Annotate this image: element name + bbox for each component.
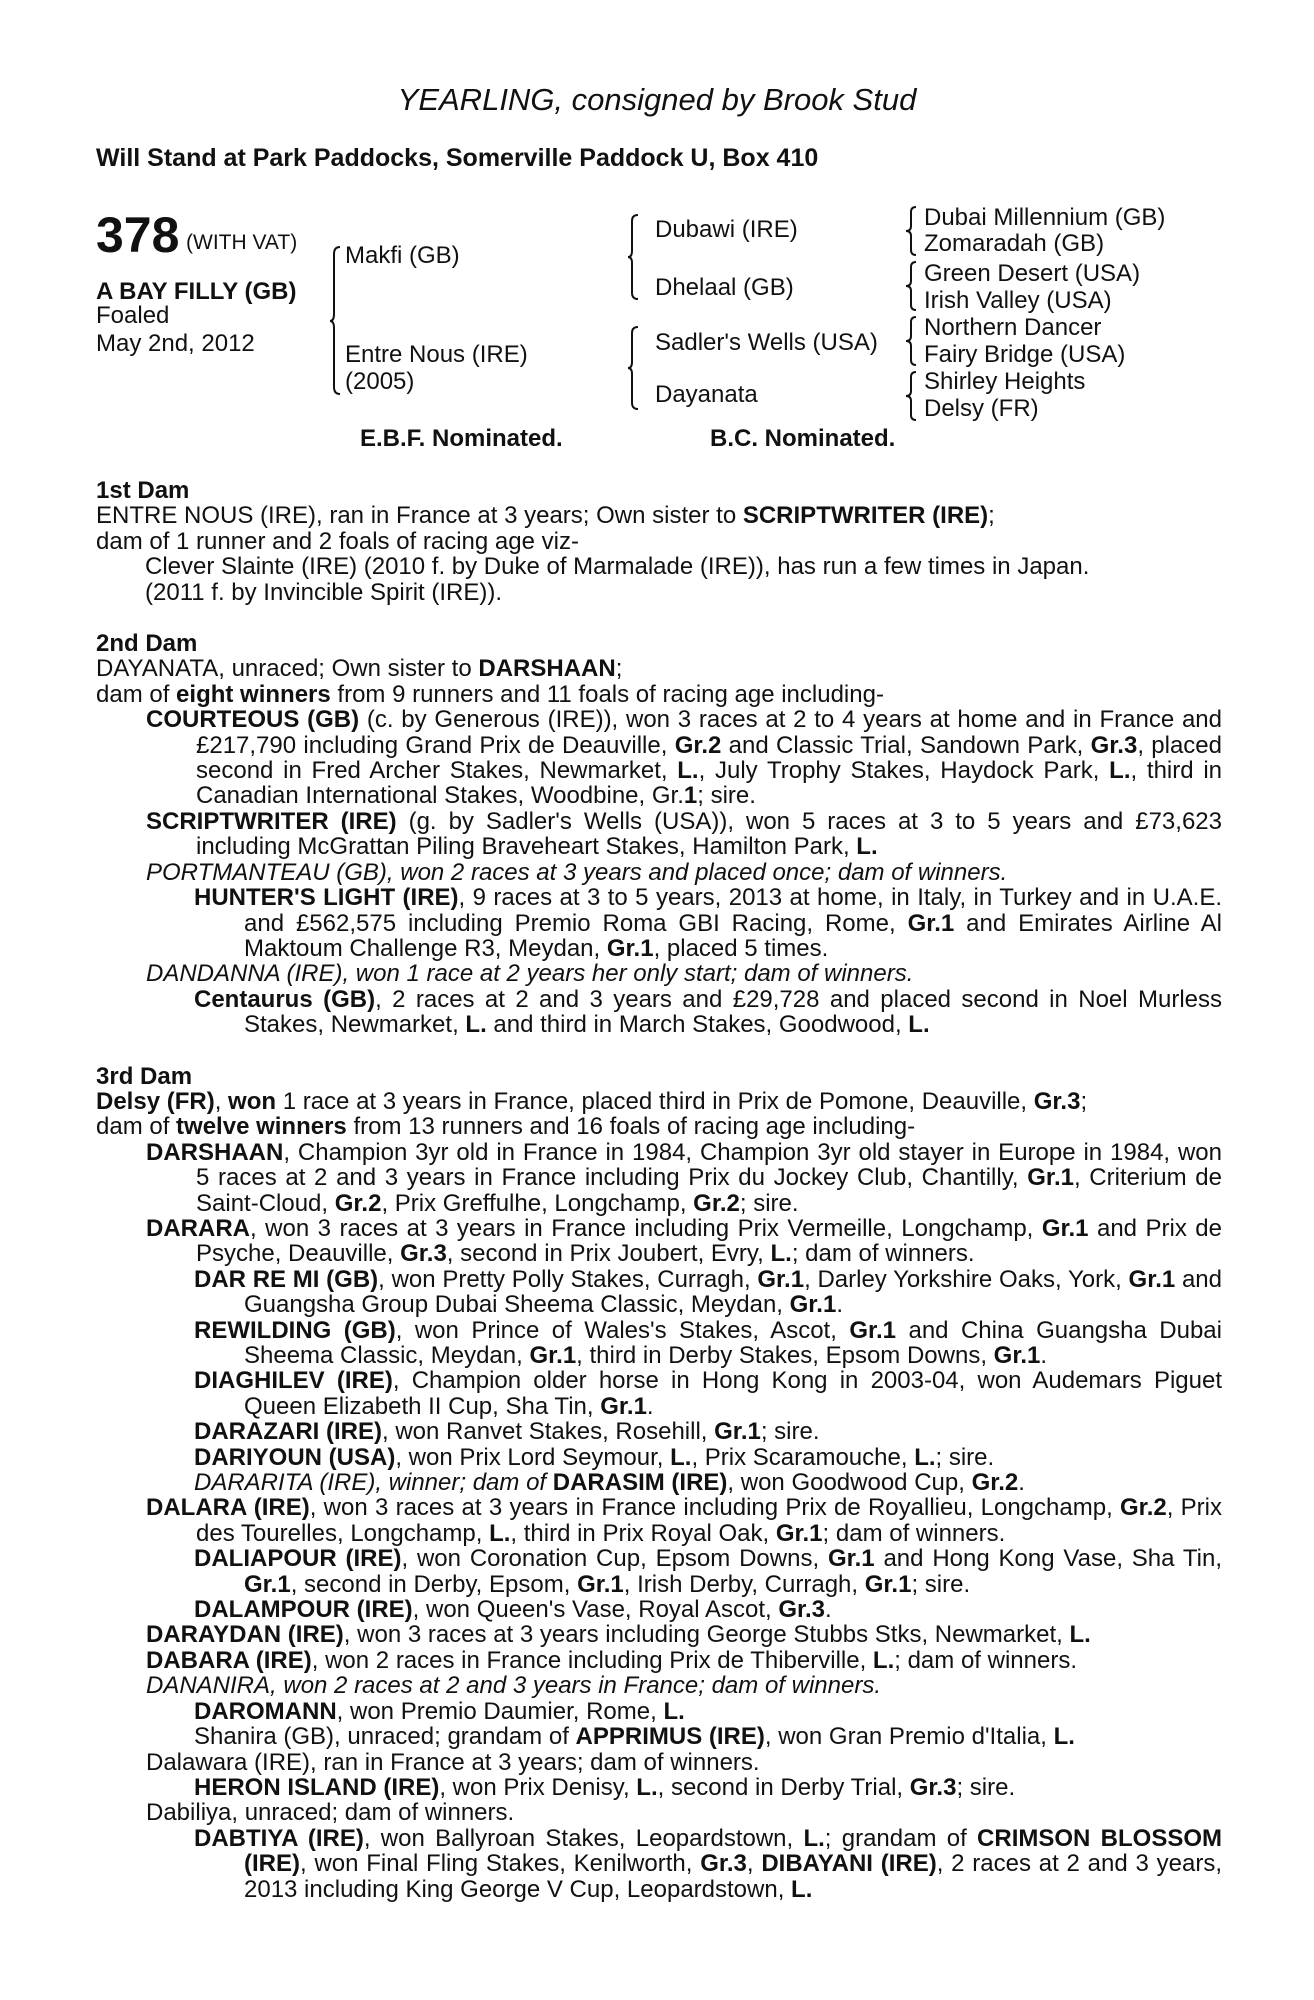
ebf-nominated: E.B.F. Nominated. xyxy=(360,425,563,452)
dam-dam-name: Dayanata xyxy=(655,381,758,408)
progeny-entry: HUNTER'S LIGHT (IRE), 9 races at 3 to 5 years, 2013 at home, in Italy, in Turkey and in U.A.E. and £562,575 including Premio Roma GBI Racing, Rome, Gr.1 and Emirates Airline Al Maktoum Challenge R3, Meydan, Gr.1, placed 5 times. xyxy=(194,884,1223,962)
progeny-entry: Centaurus (GB), 2 races at 2 and 3 years and £29,728 and placed second in Noel Murless Stakes, Newmarket, L. and third in March Stakes, Goodwood, L. xyxy=(194,985,1222,1039)
sire-sire-name: Dubawi (IRE) xyxy=(655,216,798,243)
bc-nominated: B.C. Nominated. xyxy=(710,425,896,452)
progeny-entry: Dalawara (IRE), ran in France at 3 years; dam of winners. xyxy=(146,1748,760,1776)
sire-dam-name: Dhelaal (GB) xyxy=(655,274,794,301)
progeny-entry: DANANIRA, won 2 races at 2 and 3 years in France; dam of winners. xyxy=(146,1672,881,1700)
sire-dam-bracket xyxy=(330,246,342,396)
third-dam-line: dam of twelve winners from 13 runners and 16 foals of racing age including- xyxy=(96,1113,916,1141)
g3-bracket-3 xyxy=(906,316,918,366)
g3-ancestor: Dubai Millennium (GB) xyxy=(924,204,1166,231)
second-dam-line: dam of eight winners from 9 runners and 11 foals of racing age including- xyxy=(96,680,884,708)
progeny-entry: SCRIPTWRITER (IRE) (g. by Sadler's Wells (USA)), won 5 races at 3 to 5 years and £73,623 including McGrattan Piling Braveheart Stakes, Hamilton Park, L. xyxy=(146,807,1222,861)
foal-entry: Clever Slainte (IRE) (2010 f. by Duke of Marmalade (IRE)), has run a few times in Japan. xyxy=(145,553,1090,581)
progeny-entry: DARARITA (IRE), winner; dam of DARASIM (IRE), won Goodwood Cup, Gr.2. xyxy=(194,1469,1025,1497)
dam-sire-name: Sadler's Wells (USA) xyxy=(655,329,878,356)
progeny-entry: DALAMPOUR (IRE), won Queen's Vase, Royal Ascot, Gr.3. xyxy=(194,1596,832,1624)
progeny-entry: DARAZARI (IRE), won Ranvet Stakes, Rosehill, Gr.1; sire. xyxy=(194,1418,820,1446)
lot-number: 378 xyxy=(96,207,180,263)
progeny-entry: DAR RE MI (GB), won Pretty Polly Stakes, Curragh, Gr.1, Darley Yorkshire Oaks, York, Gr.1 and Guangsha Group Dubai Sheema Classic, Meydan, Gr.1. xyxy=(194,1265,1223,1319)
progeny-entry: REWILDING (GB), won Prince of Wales's Stakes, Ascot, Gr.1 and China Guangsha Dubai Sheema Classic, Meydan, Gr.1, third in Derby Stakes, Epsom Downs, Gr.1. xyxy=(194,1316,1222,1369)
vat-note: (WITH VAT) xyxy=(186,231,298,254)
foaled-date: May 2nd, 2012 xyxy=(96,330,255,357)
g3-ancestor: Delsy (FR) xyxy=(924,395,1039,422)
progeny-entry: DARSHAAN, Champion 3yr old in France in 1984, Champion 3yr old stayer in Europe in 1984, won 5 races at 2 and 3 years in France including Prix du Jockey Club, Chantilly, Gr.1, Criterium de Saint-Cloud, Gr.2, Prix Greffulhe, Longchamp, Gr.2; sire. xyxy=(146,1138,1223,1217)
third-dam-heading: 3rd Dam xyxy=(96,1062,193,1090)
second-dam-heading: 2nd Dam xyxy=(96,630,198,658)
third-dam-line: Delsy (FR), won 1 race at 3 years in France, placed third in Prix de Pomone, Deauville, Gr.3; xyxy=(96,1087,1088,1115)
g3-bracket-4 xyxy=(906,371,918,421)
progeny-entry: Dabiliya, unraced; dam of winners. xyxy=(146,1799,515,1827)
progeny-entry: DALIAPOUR (IRE), won Coronation Cup, Epsom Downs, Gr.1 and Hong Kong Vase, Sha Tin, Gr.1, second in Derby, Epsom, Gr.1, Irish Derby, Curragh, Gr.1; sire. xyxy=(194,1545,1223,1598)
g3-ancestor: Zomaradah (GB) xyxy=(924,230,1105,257)
progeny-entry: DANDANNA (IRE), won 1 race at 2 years her only start; dam of winners. xyxy=(146,960,914,988)
foaled-label: Foaled xyxy=(96,302,170,329)
progeny-entry: DARAYDAN (IRE), won 3 races at 3 years including George Stubbs Stks, Newmarket, L. xyxy=(146,1621,1091,1649)
g3-ancestor: Irish Valley (USA) xyxy=(924,287,1112,314)
dam-year: (2005) xyxy=(345,368,415,395)
dam-line-bracket xyxy=(628,326,640,410)
first-dam-line: ENTRE NOUS (IRE), ran in France at 3 years; Own sister to SCRIPTWRITER (IRE); xyxy=(96,502,995,530)
progeny-entry: DALARA (IRE), won 3 races at 3 years in France including Prix de Royallieu, Longchamp, Gr.2, Prix des Tourelles, Longchamp, L., third in Prix Royal Oak, Gr.1; dam of winners. xyxy=(146,1494,1222,1547)
foal-entry: (2011 f. by Invincible Spirit (IRE)). xyxy=(145,578,503,606)
progeny-entry: Shanira (GB), unraced; grandam of APPRIMUS (IRE), won Gran Premio d'Italia, L. xyxy=(194,1723,1075,1751)
progeny-entry: DABTIYA (IRE), won Ballyroan Stakes, Leopardstown, L.; grandam of CRIMSON BLOSSOM (IRE), won Final Fling Stakes, Kenilworth, Gr.3, DIBAYANI (IRE), 2 races at 2 and 3 years, 2013 including King George V Cup, Leopardstown, L. xyxy=(194,1824,1222,1903)
progeny-entry: DARIYOUN (USA), won Prix Lord Seymour, L., Prix Scaramouche, L.; sire. xyxy=(194,1443,995,1471)
first-dam-line: dam of 1 runner and 2 foals of racing age viz- xyxy=(96,527,579,555)
g3-bracket-2 xyxy=(906,261,918,311)
progeny-entry: HERON ISLAND (IRE), won Prix Denisy, L., second in Derby Trial, Gr.3; sire. xyxy=(194,1773,1016,1801)
stand-location: Will Stand at Park Paddocks, Somerville Paddock U, Box 410 xyxy=(96,144,819,172)
catalogue-body xyxy=(96,478,1222,1902)
dam-name: Entre Nous (IRE) xyxy=(345,341,528,368)
g3-ancestor: Shirley Heights xyxy=(924,368,1086,395)
first-dam-heading: 1st Dam xyxy=(96,477,190,504)
progeny-entry: DARARA, won 3 races at 3 years in France including Prix Vermeille, Longchamp, Gr.1 and Prix de Psyche, Deauville, Gr.3, second in Prix Joubert, Evry, L.; dam of winners. xyxy=(146,1214,1222,1268)
horse-name: A BAY FILLY (GB) xyxy=(96,278,297,305)
g3-ancestor: Northern Dancer xyxy=(924,314,1102,341)
g3-ancestor: Fairy Bridge (USA) xyxy=(924,341,1126,368)
sire-name: Makfi (GB) xyxy=(345,242,460,269)
progeny-entry: DABARA (IRE), won 2 races in France including Prix de Thiberville, L.; dam of winners. xyxy=(146,1646,1077,1674)
progeny-entry: DAROMANN, won Premio Daumier, Rome, L. xyxy=(194,1697,685,1725)
progeny-entry: PORTMANTEAU (GB), won 2 races at 3 years and placed once; dam of winners. xyxy=(146,858,1008,886)
sire-line-bracket xyxy=(628,214,640,300)
progeny-entry: DIAGHILEV (IRE), Champion older horse in Hong Kong in 2003-04, won Audemars Piguet Queen Elizabeth II Cup, Sha Tin, Gr.1. xyxy=(194,1367,1222,1420)
g3-ancestor: Green Desert (USA) xyxy=(924,260,1141,287)
progeny-entry: COURTEOUS (GB) (c. by Generous (IRE)), won 3 races at 2 to 4 years at home and in France and £217,790 including Grand Prix de Deauville, Gr.2 and Classic Trial, Sandown Park, Gr.3, placed second in Fred Archer Stakes, Newmarket, L., July Trophy Stakes, Haydock Park, L., third in Canadian International Stakes, Woodbine, Gr.1; sire. xyxy=(146,706,1223,810)
g3-bracket-1 xyxy=(906,206,918,256)
page-title: YEARLING, consigned by Brook Stud xyxy=(397,82,917,117)
second-dam-line: DAYANATA, unraced; Own sister to DARSHAAN; xyxy=(96,655,623,683)
